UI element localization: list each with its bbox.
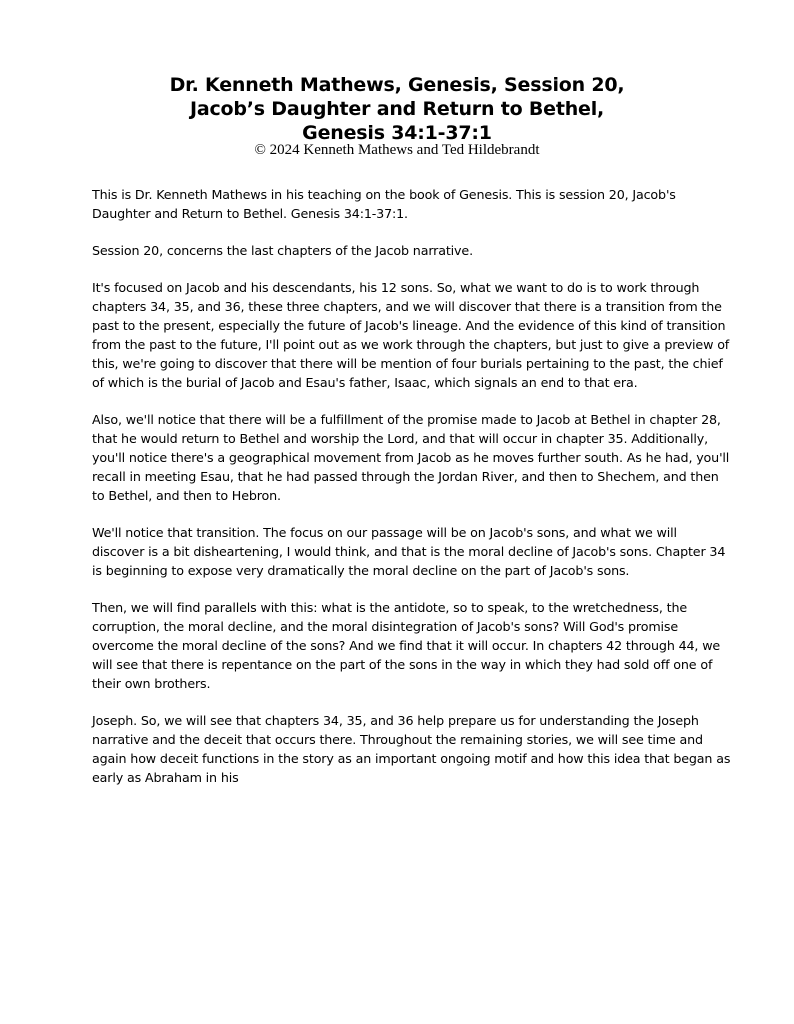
- title-line-2: Jacob’s Daughter and Return to Bethel,: [189, 98, 605, 120]
- paragraph-2: Session 20, concerns the last chapters of the Jacob narrative.: [92, 243, 473, 258]
- copyright-notice: © 2024 Kenneth Mathews and Ted Hildebrandt: [254, 142, 540, 158]
- paragraph-5: We'll notice that transition. The focus on our passage will be on Jacob's sons, and what we will discover is a bit disheartening, I would think, and that is the moral decline of Jacob's sons. Chapter 34 is beginning to expose very dramatically the moral decline on the part of Jacob's sons.: [92, 525, 726, 578]
- paragraph-4: Also, we'll notice that there will be a fulfillment of the promise made to Jacob at Bethel in chapter 28, that he would return to Bethel and worship the Lord, and that will occur in chapter 35. Additionally, you'll notice there's a geographical movement from Jacob as he moves further south. As he had, you'll recall in meeting Esau, that he had passed through the Jordan River, and then to Shechem, and then to Bethel, and then to Hebron.: [92, 412, 730, 503]
- paragraph-3: It's focused on Jacob and his descendants, his 12 sons. So, what we want to do is to work through chapters 34, 35, and 36, these three chapters, and we will discover that there is a transition from the past to the present, especially the future of Jacob's lineage. And the evidence of this kind of transition from the past to the future, I'll point out as we work through the chapters, but just to give a preview of this, we're going to discover that there will be mention of four burials pertaining to the past, the chief of which is the burial of Jacob and Esau's father, Isaac, which signals an end to that era.: [92, 280, 730, 390]
- paragraph-7: Joseph. So, we will see that chapters 34, 35, and 36 help prepare us for understanding the Joseph narrative and the deceit that occurs there. Throughout the remaining stories, we will see time and again how deceit functions in the story as an important ongoing motif and how this idea that began as early as Abraham in his: [92, 713, 731, 785]
- title-line-3: Genesis 34:1-37:1: [302, 122, 492, 144]
- body-text: [92, 185, 732, 805]
- paragraph-6: Then, we will find parallels with this: what is the antidote, so to speak, to the wretchedness, the corruption, the moral decline, and the moral disintegration of Jacob's sons? Will God's promise overcome the moral decline of the sons? And we find that it will occur. In chapters 42 through 44, we will see that there is repentance on the part of the sons in the way in which they had sold off one of their own brothers.: [92, 600, 721, 691]
- title-block: [0, 73, 794, 158]
- title-line-1: Dr. Kenneth Mathews, Genesis, Session 20,: [169, 74, 625, 96]
- paragraph-1: This is Dr. Kenneth Mathews in his teaching on the book of Genesis. This is session 20, Jacob's Daughter and Return to Bethel. Genesis 34:1-37:1.: [92, 187, 676, 221]
